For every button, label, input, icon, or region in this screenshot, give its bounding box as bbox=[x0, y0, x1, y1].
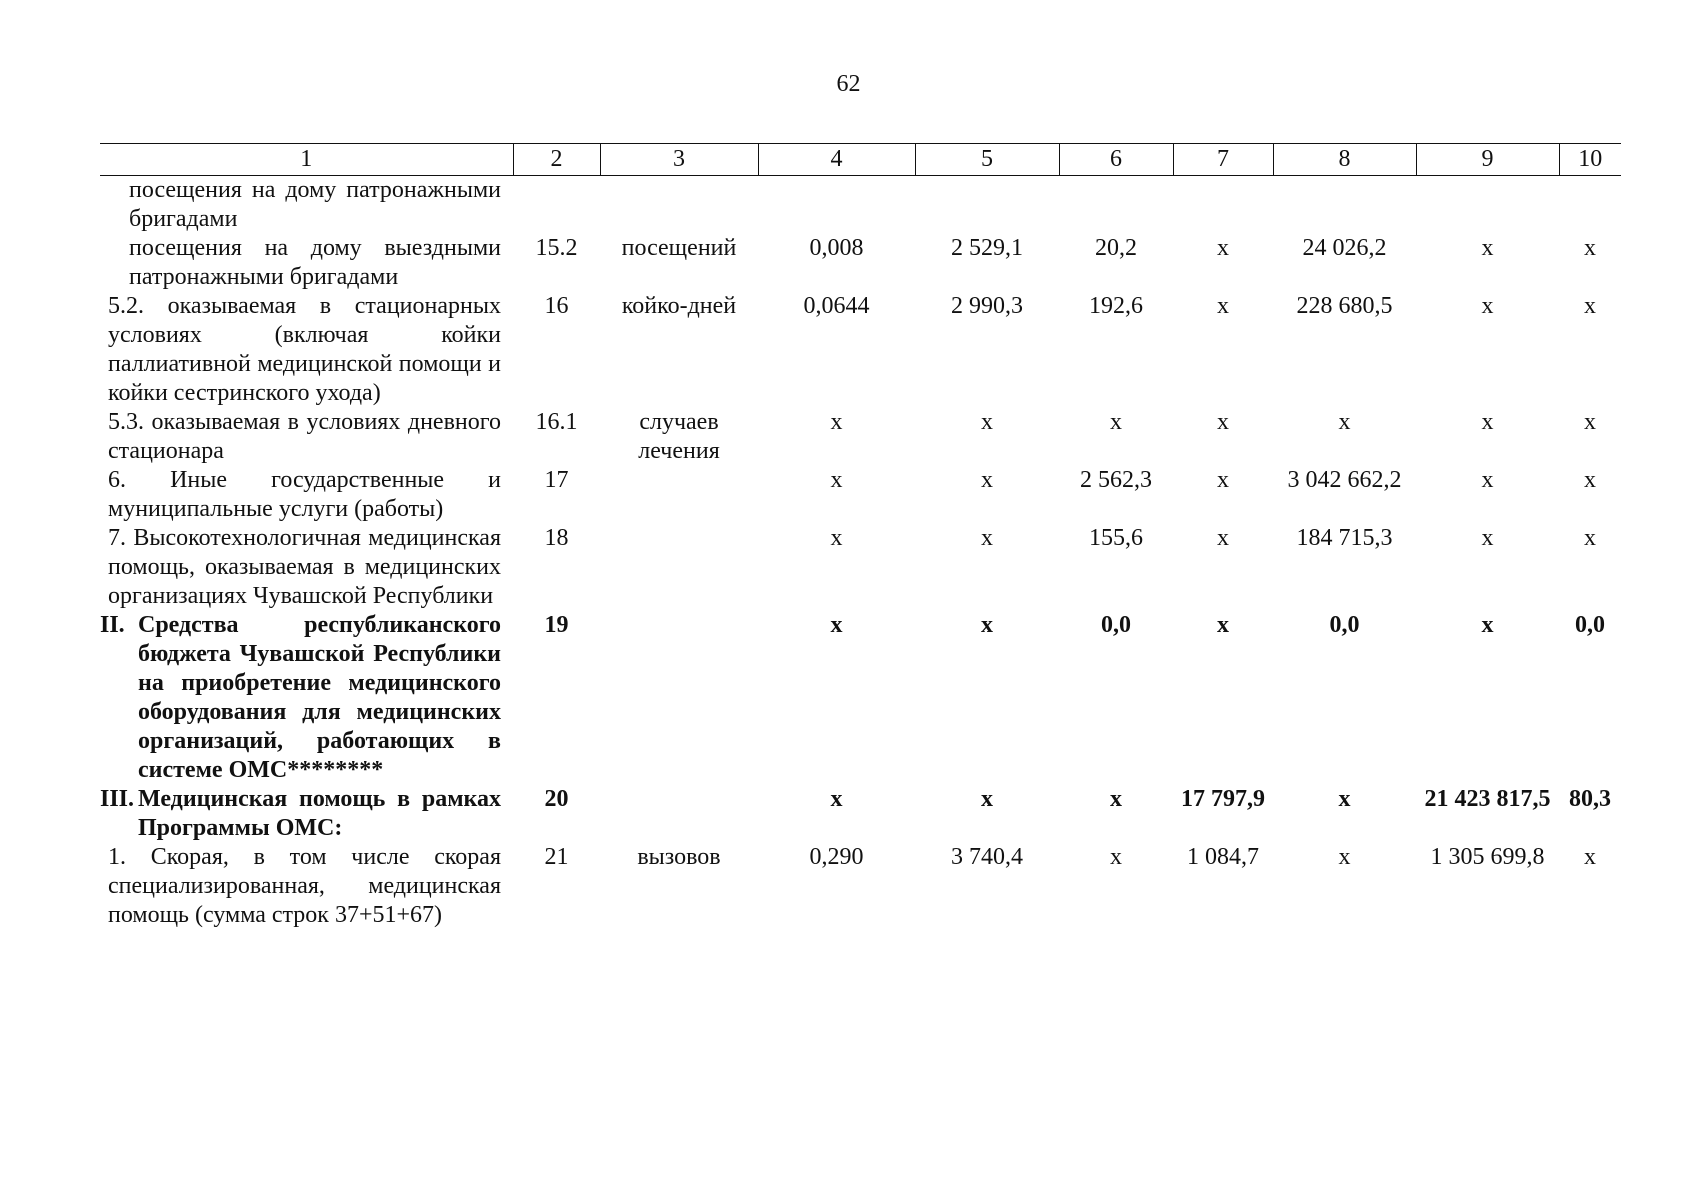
row-col-6: 192,6 bbox=[1089, 293, 1143, 319]
row-col-5: х bbox=[981, 467, 993, 493]
column-header-10: 10 bbox=[1559, 144, 1621, 176]
table-row bbox=[100, 408, 1621, 466]
column-header-7: 7 bbox=[1173, 144, 1273, 176]
table-row-section-3 bbox=[100, 785, 1621, 843]
row-col-7: х bbox=[1217, 235, 1229, 261]
table-row bbox=[100, 292, 1621, 408]
row-col-6 bbox=[1059, 176, 1173, 235]
row-col-4 bbox=[758, 176, 915, 235]
row-col-6: х bbox=[1110, 786, 1122, 812]
row-col-6: х bbox=[1110, 409, 1122, 435]
column-header-6: 6 bbox=[1059, 144, 1173, 176]
row-col-8: х bbox=[1338, 409, 1351, 435]
row-col-10: х bbox=[1584, 467, 1596, 493]
row-col-9: х bbox=[1481, 409, 1494, 435]
row-col-9: х bbox=[1481, 235, 1494, 261]
row-col-4: х bbox=[830, 467, 843, 493]
row-col-6: х bbox=[1110, 844, 1122, 870]
row-name bbox=[100, 843, 513, 930]
row-col-6: 0,0 bbox=[1101, 612, 1131, 638]
row-name-text: Средства республиканского бюджета Чувашской Республики на приобретение медицинского оборудования для медицинских организаций, работающих в системе ОМС******** bbox=[138, 612, 501, 783]
row-unit: вызовов bbox=[637, 844, 721, 870]
row-col-10: х bbox=[1584, 844, 1596, 870]
row-col-10: 0,0 bbox=[1575, 612, 1605, 638]
row-name bbox=[100, 234, 513, 292]
row-code: 20 bbox=[544, 786, 569, 812]
row-unit bbox=[600, 785, 758, 843]
row-col-8: 184 715,3 bbox=[1296, 525, 1393, 551]
header-row bbox=[100, 144, 1621, 176]
row-col-10 bbox=[1559, 176, 1621, 235]
row-unit bbox=[600, 524, 758, 611]
row-col-7: х bbox=[1217, 612, 1229, 638]
row-col-8: 0,0 bbox=[1329, 612, 1360, 638]
row-col-10: х bbox=[1584, 525, 1596, 551]
row-col-8: 24 026,2 bbox=[1302, 235, 1387, 261]
page-number: 62 bbox=[836, 71, 861, 97]
row-col-6: 155,6 bbox=[1089, 525, 1143, 551]
data-table bbox=[100, 143, 1621, 930]
row-col-10: 80,3 bbox=[1569, 786, 1611, 812]
row-unit bbox=[600, 466, 758, 524]
row-name-text: посещения на дому патронажными бригадами bbox=[129, 177, 501, 232]
row-name-text: 7. Высокотехнологичная медицинская помощь, оказываемая в медицинских организациях Чувашской Республики bbox=[108, 525, 501, 609]
column-header-9: 9 bbox=[1416, 144, 1559, 176]
row-col-8: х bbox=[1338, 844, 1351, 870]
row-unit: койко-дней bbox=[621, 293, 737, 319]
table-row bbox=[100, 843, 1621, 930]
row-col-5: х bbox=[981, 786, 993, 812]
table-row bbox=[100, 234, 1621, 292]
row-col-7: х bbox=[1217, 409, 1229, 435]
table-row-section-2 bbox=[100, 611, 1621, 785]
row-col-9: 1 305 699,8 bbox=[1430, 844, 1545, 870]
row-col-7: х bbox=[1217, 525, 1229, 551]
row-col-7: 1 084,7 bbox=[1187, 844, 1259, 870]
row-code: 16 bbox=[544, 293, 569, 319]
row-name-text: 5.2. оказываемая в стационарных условиях (включая койки паллиативной медицинской помощи и койки сестринского ухода) bbox=[108, 293, 501, 406]
row-col-9: х bbox=[1481, 612, 1494, 638]
row-col-7: х bbox=[1217, 467, 1229, 493]
row-col-4: 0,0644 bbox=[803, 293, 870, 319]
row-col-9: 21 423 817,5 bbox=[1424, 786, 1551, 812]
row-col-5: х bbox=[981, 525, 993, 551]
row-col-4: х bbox=[830, 409, 843, 435]
row-name bbox=[100, 524, 513, 611]
row-col-9: х bbox=[1481, 467, 1494, 493]
row-col-4: 0,008 bbox=[809, 235, 864, 261]
row-code: 17 bbox=[544, 467, 569, 493]
table-row bbox=[100, 176, 1621, 235]
column-header-2: 2 bbox=[513, 144, 600, 176]
row-col-6: 2 562,3 bbox=[1080, 467, 1152, 493]
table-row bbox=[100, 524, 1621, 611]
row-col-4: 0,290 bbox=[809, 844, 864, 870]
row-col-9 bbox=[1416, 176, 1559, 235]
row-col-6: 20,2 bbox=[1095, 235, 1137, 261]
row-unit: посещений bbox=[621, 235, 737, 261]
row-code: 18 bbox=[544, 525, 569, 551]
row-code: 21 bbox=[544, 844, 569, 870]
row-col-10: х bbox=[1584, 235, 1596, 261]
row-col-7: 17 797,9 bbox=[1181, 786, 1265, 812]
row-col-4: х bbox=[830, 612, 843, 638]
table-row bbox=[100, 466, 1621, 524]
row-name-text: 6. Иные государственные и муниципальные услуги (работы) bbox=[108, 467, 501, 522]
row-col-8: х bbox=[1338, 786, 1351, 812]
row-col-8: 228 680,5 bbox=[1296, 293, 1393, 319]
row-name-text: Медицинская помощь в рамках Программы ОМС: bbox=[138, 786, 501, 841]
section-numeral: II. bbox=[100, 612, 125, 638]
row-col-10: х bbox=[1584, 409, 1596, 435]
row-name bbox=[100, 611, 513, 785]
row-col-5 bbox=[915, 176, 1059, 235]
row-code bbox=[513, 176, 600, 235]
row-col-8: 3 042 662,2 bbox=[1287, 467, 1402, 493]
column-header-5: 5 bbox=[915, 144, 1059, 176]
row-unit bbox=[600, 176, 758, 235]
row-unit: случаев лечения bbox=[638, 409, 720, 464]
row-name-text: 1. Скорая, в том числе скорая специализированная, медицинская помощь (сумма строк 37+51+67) bbox=[108, 844, 501, 928]
row-name bbox=[100, 785, 513, 843]
row-col-5: х bbox=[981, 409, 993, 435]
row-name bbox=[100, 466, 513, 524]
row-col-8 bbox=[1273, 176, 1416, 235]
row-name bbox=[100, 176, 513, 235]
row-unit bbox=[600, 611, 758, 785]
row-col-7 bbox=[1173, 176, 1273, 235]
row-col-4: х bbox=[830, 786, 843, 812]
row-col-10: х bbox=[1584, 293, 1596, 319]
row-code: 16.1 bbox=[535, 409, 578, 435]
column-header-8: 8 bbox=[1273, 144, 1416, 176]
row-name bbox=[100, 408, 513, 466]
row-name-text: 5.3. оказываемая в условиях дневного стационара bbox=[108, 409, 501, 464]
row-col-5: 2 529,1 bbox=[951, 235, 1023, 261]
row-col-5: 2 990,3 bbox=[951, 293, 1023, 319]
column-header-3: 3 bbox=[600, 144, 758, 176]
row-name-text: посещения на дому выездными патронажными бригадами bbox=[129, 235, 501, 290]
row-col-9: х bbox=[1481, 525, 1494, 551]
column-header-1: 1 bbox=[100, 144, 513, 176]
row-code: 19 bbox=[544, 612, 569, 638]
column-header-4: 4 bbox=[758, 144, 915, 176]
row-code: 15.2 bbox=[535, 235, 578, 261]
row-col-5: х bbox=[981, 612, 993, 638]
row-col-9: х bbox=[1481, 293, 1494, 319]
row-col-7: х bbox=[1217, 293, 1229, 319]
row-name bbox=[100, 292, 513, 408]
row-col-5: 3 740,4 bbox=[951, 844, 1023, 870]
section-numeral: III. bbox=[100, 786, 135, 812]
row-col-4: х bbox=[830, 525, 843, 551]
